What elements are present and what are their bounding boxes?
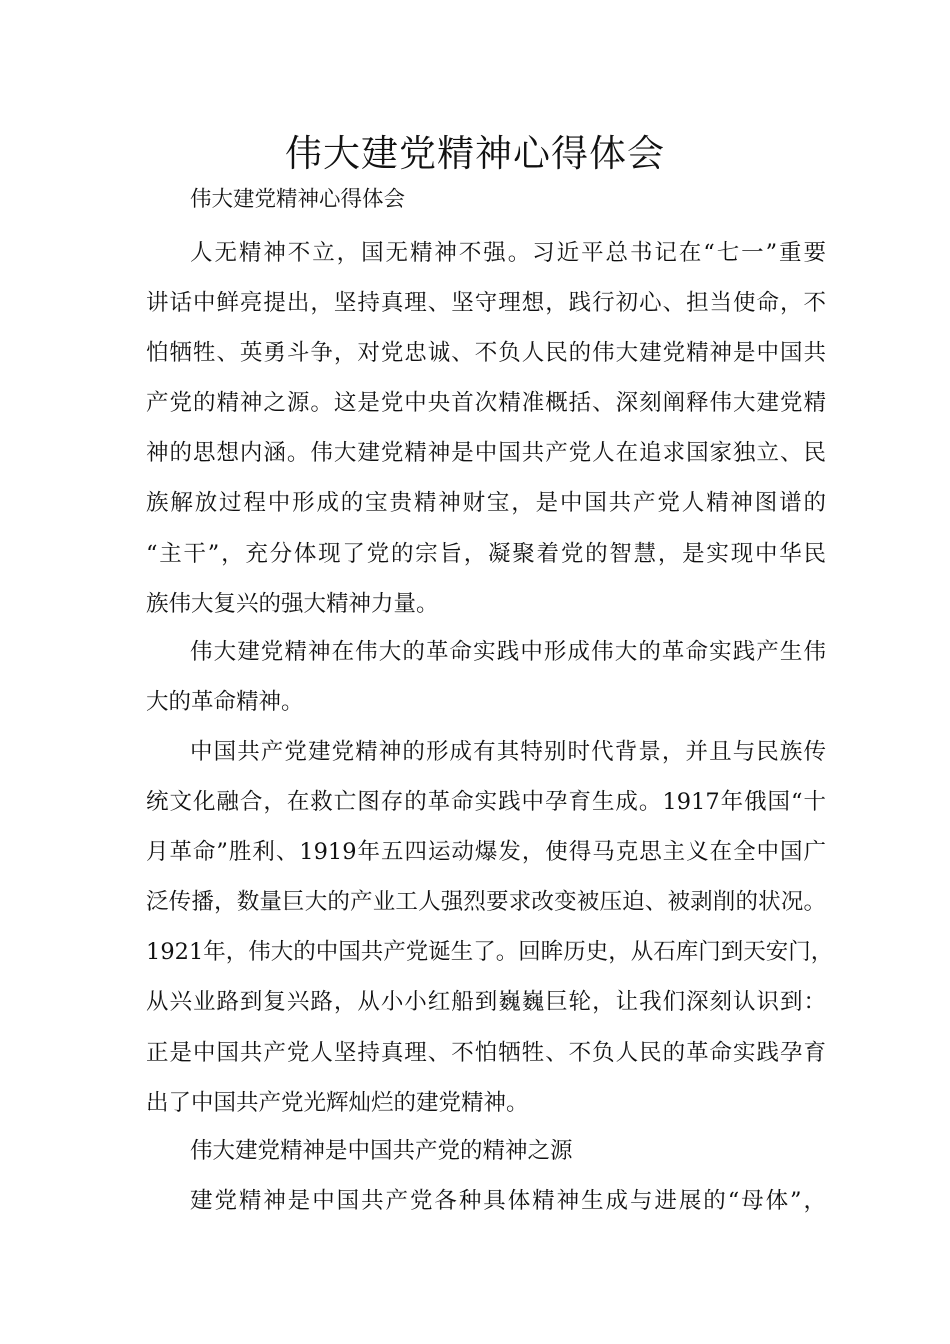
text-line: 伟大建党精神在伟大的革命实践中形成伟大的革命实践产生伟 [190, 639, 826, 665]
text-line: 神的思想内涵。伟大建党精神是中国共产党人在追求国家独立、民 [146, 440, 826, 467]
document-title: 伟大建党精神心得体会 [285, 132, 665, 175]
text-line: 泛传播，数量巨大的产业工人强烈要求改变被压迫、被剥削的状况。 [146, 889, 826, 916]
text-line: 中国共产党建党精神的形成有其特别时代背景，并且与民族传 [190, 739, 826, 765]
text-line: 统文化融合，在救亡图存的革命实践中孕育生成。1917年俄国“十 [146, 789, 826, 816]
paragraph [146, 727, 834, 1128]
section-heading [146, 1126, 826, 1176]
paragraph [146, 627, 826, 727]
text-line: 族解放过程中形成的宝贵精神财宝，是中国共产党人精神图谱的 [146, 490, 826, 517]
text-line: 人无精神不立，国无精神不强。习近平总书记在“七一”重要 [190, 240, 826, 266]
text-line: 讲话中鲜亮提出，坚持真理、坚守理想，践行初心、担当使命，不 [146, 290, 826, 317]
text-line: 月革命”胜利、1919年五四运动爆发，使得马克思主义在全中国广 [146, 839, 826, 866]
text-line: 大的革命精神。 [146, 689, 304, 716]
paragraph [146, 228, 826, 629]
paragraph [146, 1176, 826, 1226]
text-line: 1921年，伟大的中国共产党诞生了。回眸历史，从石库门到天安门， [146, 939, 834, 966]
text-line: “主干”，充分体现了党的宗旨，凝聚着党的智慧，是实现中华民 [146, 540, 826, 567]
text-line: 怕牺牲、英勇斗争，对党忠诚、不负人民的伟大建党精神是中国共 [146, 340, 826, 367]
text-line: 从兴业路到复兴路，从小小红船到巍巍巨轮，让我们深刻认识到： [146, 989, 826, 1016]
text-line: 建党精神是中国共产党各种具体精神生成与进展的“母体”， [190, 1188, 826, 1214]
text-line: 族伟大复兴的强大精神力量。 [146, 590, 439, 617]
text-line: 出了中国共产党光辉灿烂的建党精神。 [146, 1089, 529, 1116]
text-line: 伟大建党精神是中国共产党的精神之源 [190, 1138, 573, 1164]
document-subtitle: 伟大建党精神心得体会 [190, 187, 406, 212]
text-line: 产党的精神之源。这是党中央首次精准概括、深刻阐释伟大建党精 [146, 390, 826, 417]
text-line: 正是中国共产党人坚持真理、不怕牺牲、不负人民的革命实践孕育 [146, 1039, 826, 1066]
